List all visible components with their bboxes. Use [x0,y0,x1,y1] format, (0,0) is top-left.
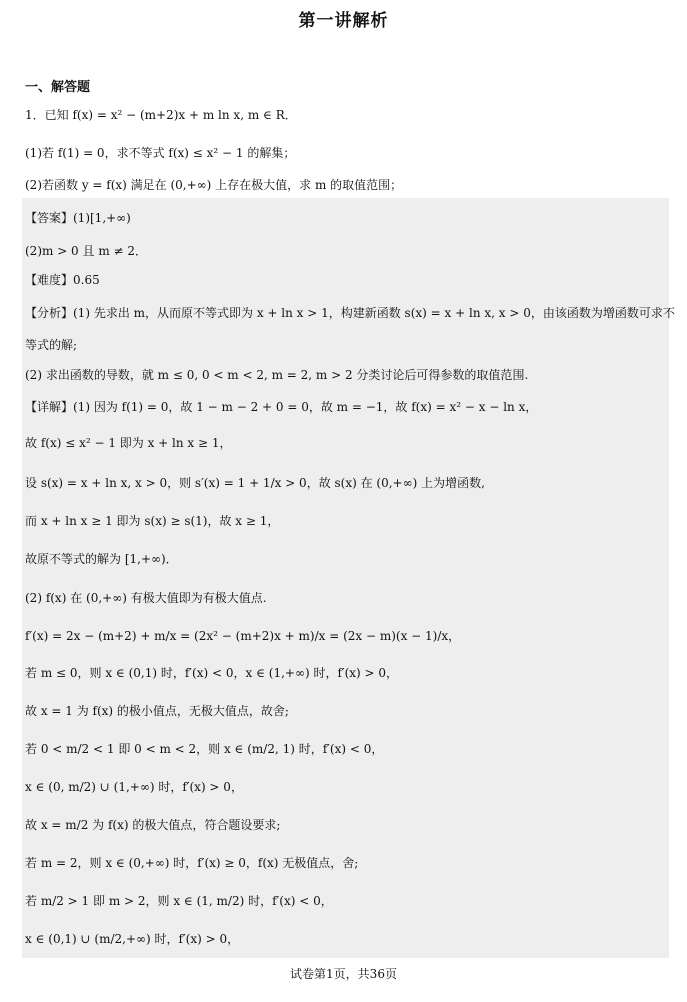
detail-line-8: 若 m ≤ 0，则 x ∈ (0,1) 时，f′(x) < 0，x ∈ (1,+∞) 时，f′(x) > 0， [25,666,399,680]
problem-part-1: (1)若 f(1) = 0，求不等式 f(x) ≤ x² − 1 的解集； [25,146,296,160]
answer-line: 【答案】(1)[1,+∞) [25,211,131,225]
section-heading: 一、解答题 [25,80,91,95]
page-footer: 试卷第1页，共36页 [290,967,397,981]
analysis-line: 【分析】(1) 先求出 m，从而原不等式即为 x + ln x > 1，构建新函数 s(x) = x + ln x, x > 0，由该函数为增函数可求不 [25,306,675,320]
detail-line-5: 故原不等式的解为 [1,+∞)． [25,552,178,566]
detail-line-13: 若 m = 2，则 x ∈ (0,+∞) 时，f′(x) ≥ 0，f(x) 无极值点，舍; [25,856,359,870]
detail-line-4: 而 x + ln x ≥ 1 即为 s(x) ≥ s(1)，故 x ≥ 1， [25,514,280,528]
detail-line-9: 故 x = 1 为 f(x) 的极小值点，无极大值点，故舍; [25,704,289,718]
detail-line-3: 设 s(x) = x + ln x, x > 0，则 s′(x) = 1 + 1/x > 0，故 s(x) 在 (0,+∞) 上为增函数, [25,476,485,490]
difficulty-line: 【难度】0.65 [25,273,100,287]
detail-line-2: 故 f(x) ≤ x² − 1 即为 x + ln x ≥ 1， [25,436,232,450]
detail-line-11: x ∈ (0, m/2) ∪ (1,+∞) 时，f′(x) > 0， [25,780,243,794]
detail-line-15: x ∈ (0,1) ∪ (m/2,+∞) 时，f′(x) > 0， [25,932,240,946]
detail-line-10: 若 0 < m/2 < 1 即 0 < m < 2，则 x ∈ (m/2, 1) 时，f′(x) < 0， [25,742,384,756]
solution-panel [22,198,675,958]
analysis-line-2: 等式的解; [25,338,78,352]
detail-line-14: 若 m/2 > 1 即 m > 2，则 x ∈ (1, m/2) 时，f′(x) < 0， [25,894,333,908]
detail-line-12: 故 x = m/2 为 f(x) 的极大值点，符合题设要求; [25,818,281,832]
detail-line-7: f′(x) = 2x − (m+2) + m/x = (2x² − (m+2)x + m)/x = (2x − m)(x − 1)/x， [25,629,461,643]
page-title: 第一讲解析 [298,11,389,31]
answer-line-2: (2)m > 0 且 m ≠ 2． [25,244,148,258]
problem-part-2: (2)若函数 y = f(x) 满足在 (0,+∞) 上存在极大值，求 m 的取值范围； [25,178,403,192]
analysis-line-3: (2) 求出函数的导数，就 m ≤ 0, 0 < m < 2, m = 2, m > 2 分类讨论后可得参数的取值范围. [25,368,529,382]
problem-statement: 1．已知 f(x) = x² − (m+2)x + m ln x, m ∈ R． [25,108,297,122]
detail-line-6: (2) f(x) 在 (0,+∞) 有极大值即为有极大值点. [25,591,267,605]
detail-line-1: 【详解】(1) 因为 f(1) = 0，故 1 − m − 2 + 0 = 0，故 m = −1，故 f(x) = x² − x − ln x， [25,400,538,414]
